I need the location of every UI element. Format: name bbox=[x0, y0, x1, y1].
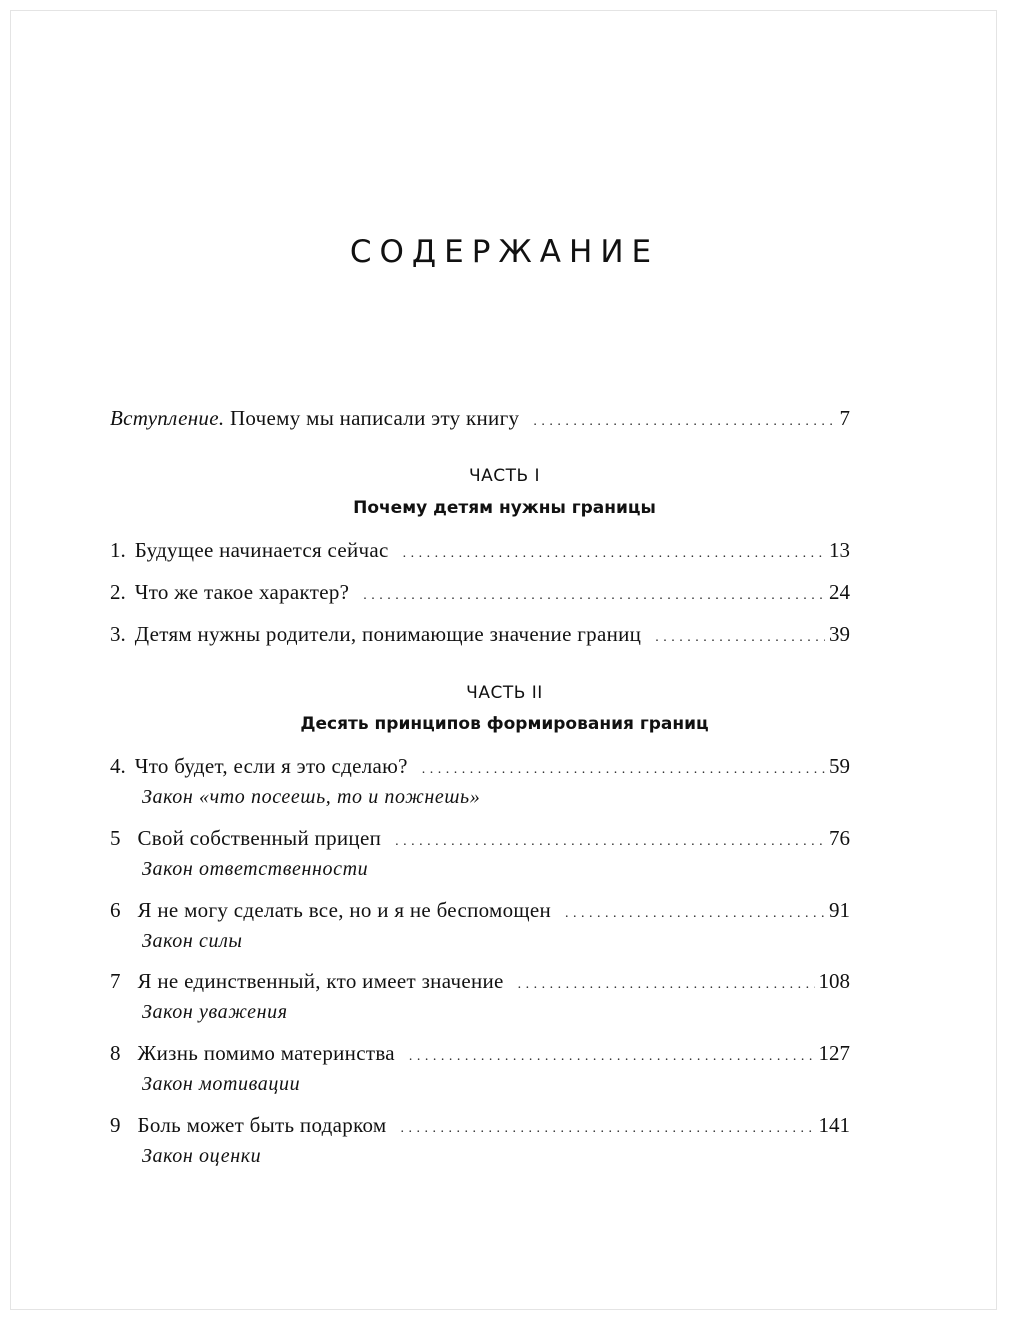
toc-entry-chapter-4[interactable] bbox=[110, 752, 850, 780]
page-number: 59 bbox=[829, 754, 850, 778]
page-number: 24 bbox=[829, 580, 850, 604]
dot-leader bbox=[395, 824, 825, 856]
chapter-title: Боль может быть подарком bbox=[137, 1113, 387, 1137]
dot-leader bbox=[655, 620, 825, 652]
toc-entry-chapter-1[interactable] bbox=[110, 536, 850, 564]
dot-leader bbox=[565, 896, 825, 928]
chapter-title: Свой собственный прицеп bbox=[137, 826, 382, 850]
toc-entry-chapter-7[interactable] bbox=[110, 967, 850, 995]
dot-leader bbox=[422, 752, 825, 784]
toc-entry-chapter-3[interactable] bbox=[110, 620, 850, 648]
dot-leader bbox=[403, 536, 825, 568]
toc-entry-intro[interactable] bbox=[110, 404, 850, 432]
page-number: 76 bbox=[829, 826, 850, 850]
part-2-title: Десять принципов формирования границ bbox=[300, 714, 709, 734]
chapter-number: 6 bbox=[110, 898, 121, 922]
chapter-law: Закон мотивации bbox=[142, 1073, 301, 1095]
page-number: 91 bbox=[829, 898, 850, 922]
page-number: 13 bbox=[829, 538, 850, 562]
chapter-title: Я не единственный, кто имеет значение bbox=[137, 969, 504, 993]
chapter-law: Закон оценки bbox=[142, 1145, 262, 1167]
page-title: СОДЕРЖАНИЕ bbox=[349, 234, 660, 270]
chapter-number: 9 bbox=[110, 1113, 121, 1137]
toc-entry-chapter-8[interactable] bbox=[110, 1039, 850, 1067]
chapter-title: Детям нужны родители, понимающие значение границ bbox=[134, 622, 642, 646]
toc-entry-chapter-6[interactable] bbox=[110, 896, 850, 924]
toc-entry-chapter-5[interactable] bbox=[110, 824, 850, 852]
page-number: 108 bbox=[818, 969, 850, 993]
page-number: 39 bbox=[829, 622, 850, 646]
chapter-number: 3. bbox=[110, 622, 126, 646]
intro-italic-label: Вступление. bbox=[110, 406, 225, 430]
dot-leader bbox=[401, 1111, 815, 1143]
chapter-title: Что же такое характер? bbox=[134, 580, 350, 604]
toc-entry-chapter-2[interactable] bbox=[110, 578, 850, 606]
dot-leader bbox=[518, 967, 815, 999]
chapter-law: Закон «что посеешь, то и пожнешь» bbox=[142, 786, 481, 808]
chapter-law: Закон силы bbox=[142, 930, 243, 952]
chapter-law: Закон уважения bbox=[142, 1001, 288, 1023]
toc-entry-chapter-9[interactable] bbox=[110, 1111, 850, 1139]
dot-leader bbox=[363, 578, 825, 610]
page-number: 127 bbox=[818, 1041, 850, 1065]
chapter-number: 5 bbox=[110, 826, 121, 850]
intro-label: Почему мы написали эту книгу bbox=[224, 406, 520, 430]
toc-entry-label bbox=[110, 404, 519, 432]
chapter-title: Будущее начинается сейчас bbox=[134, 538, 389, 562]
page-number: 141 bbox=[818, 1113, 850, 1137]
page-number: 7 bbox=[839, 406, 850, 430]
dot-leader bbox=[533, 404, 835, 436]
chapter-title: Что будет, если я это сделаю? bbox=[134, 754, 408, 778]
chapter-number: 7 bbox=[110, 969, 121, 993]
chapter-title: Жизнь помимо материнства bbox=[137, 1041, 395, 1065]
part-1-title: Почему детям нужны границы bbox=[353, 498, 656, 518]
part-1-label: ЧАСТЬ I bbox=[468, 466, 541, 486]
part-2-label: ЧАСТЬ II bbox=[466, 683, 543, 703]
dot-leader bbox=[409, 1039, 815, 1071]
chapter-number: 1. bbox=[110, 538, 126, 562]
chapter-law: Закон ответственности bbox=[142, 858, 369, 880]
chapter-number: 2. bbox=[110, 580, 126, 604]
chapter-number: 4. bbox=[110, 754, 126, 778]
chapter-number: 8 bbox=[110, 1041, 121, 1065]
chapter-title: Я не могу сделать все, но и я не беспомощен bbox=[137, 898, 552, 922]
